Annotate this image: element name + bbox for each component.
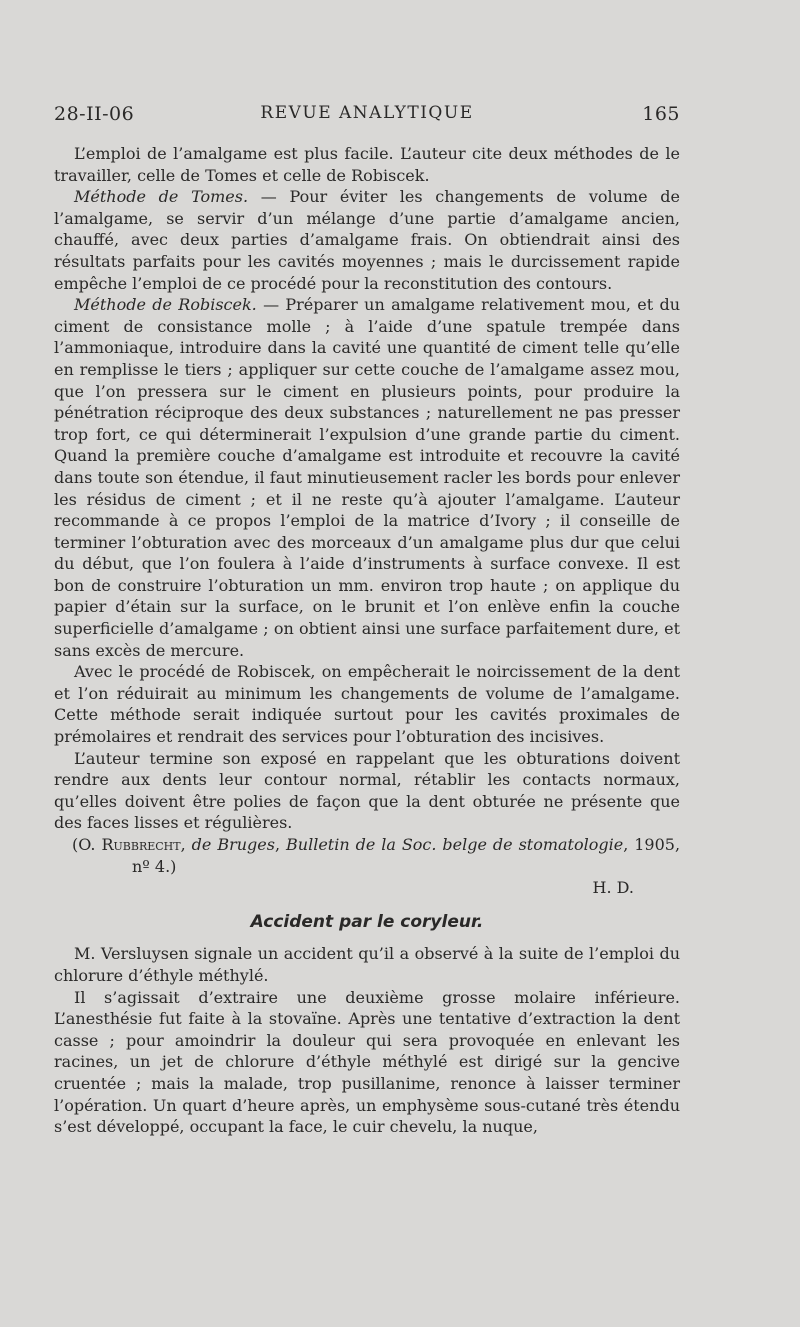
citation-open: (O. (72, 835, 102, 854)
citation-author: Rubbrecht (101, 835, 181, 854)
method-tomes-text: — Pour éviter les changements de volume de l’amalgame, se servir d’un mélange d’une partie d’amalgame ancien, chauffé, avec deux parties d’amalgame frais. On obtiendrait ainsi des résultats parfaits pour les cavités moyennes ; mais le durcissement rapide empêche l’emploi de ce procédé pour la reconstitution des contours. (54, 187, 681, 293)
body-text (54, 143, 680, 1138)
citation-separator: , (180, 835, 192, 854)
method-robiscek-text: — Préparer un amalgame relativement mou, et du ciment de consistance molle ; à l’aide d’une spatule trempée dans l’ammoniaque, introduire dans la cavité une quantité de ciment telle qu’elle en remplisse le tiers ; appliquer sur cette couche de l’amalgame assez mou, que l’on pressera sur le ciment en plusieurs points, pour produire la pénétration réciproque des deux substances ; naturellement ne pas presser trop fort, ce qui déterminerait l’expulsion d’une grande partie du ciment. Quand la première couche d’amalgame est introduite et recouvre la cavité dans toute son étendue, il faut minutieusement racler les bords pour enlever les résidus de ciment ; et il ne reste qu’à ajouter l’amalgame. L’auteur recommande à ce propos l’emploi de la matrice d’Ivory ; il conseille de terminer l’obturation avec des morceaux d’un amalgame plus dur que celui du début, que l’on foulera à l’aide d’instruments à surface convexe. Il est bon de construire l’obturation un mm. environ trop haute ; on applique du papier d’étain sur la surface, on le brunit et l’on enlève enfin la couche superficielle d’amalgame ; on obtient ainsi une surface parfaitement dure, et sans excès de mercure. (54, 295, 680, 660)
author-initials: H. D. (592, 878, 634, 898)
paragraph-robiscek-benefits: Avec le procédé de Robiscek, on empêcherait le noircissement de la dent et l’on réduirait au minimum les changements de volume de l’amalgame. Cette méthode serait indiquée surtout pour les cavités proximales de prémolaires et rendrait des services pour l’obturation des incisives. (54, 662, 680, 747)
citation-place: de Bruges (191, 835, 275, 854)
page-number: 165 (642, 103, 680, 125)
paragraph-method-tomes (54, 186, 680, 294)
citation-separator: , (274, 835, 287, 854)
section-title: Accident par le coryleur. (250, 911, 484, 932)
citation-journal: Bulletin de la Soc. belge de stomatologie (286, 835, 624, 854)
paragraph-intro: L’emploi de l’amalgame est plus facile. L’auteur cite deux méthodes de le travailler, celle de Tomes et celle de Robiscek. (54, 144, 680, 185)
method-robiscek-heading: Méthode de Robiscek. (74, 295, 257, 315)
paragraph-conclusion: L’auteur termine son exposé en rappelant que les obturations doivent rendre aux dents leur contour normal, rétablir les contacts normaux, qu’elles doivent être polies de façon que la dent obturée ne présente que des faces lisses et régulières. (54, 748, 680, 833)
citation-tail: , 1905, nº 4.) (132, 835, 681, 876)
paragraph-versluysen: M. Versluysen signale un accident qu’il a observé à la suite de l’emploi du chlorure d’éthyle méthylé. (54, 944, 680, 985)
paragraph-method-robiscek (54, 294, 680, 661)
header-date: 28-II-06 (54, 103, 135, 125)
method-tomes-heading: Méthode de Tomes. (74, 187, 249, 207)
header-title: REVUE ANALYTIQUE (260, 103, 474, 123)
citation (54, 834, 680, 877)
running-header (54, 103, 680, 133)
paragraph-case: Il s’agissait d’extraire une deuxième grosse molaire inférieure. L’anesthésie fut faite à la stovaïne. Après une tentative d’extraction la dent casse ; pour amoindrir la douleur qui sera provoquée en enlevant les racines, un jet de chlorure d’éthyle méthylé est dirigé sur la gencive cruentée ; mais la malade, trop pusillanime, renonce à laisser terminer l’opération. Un quart d’heure après, un emphysème sous-cutané très étendu s’est développé, occupant la face, le cuir chevelu, la nuque, (54, 987, 680, 1137)
